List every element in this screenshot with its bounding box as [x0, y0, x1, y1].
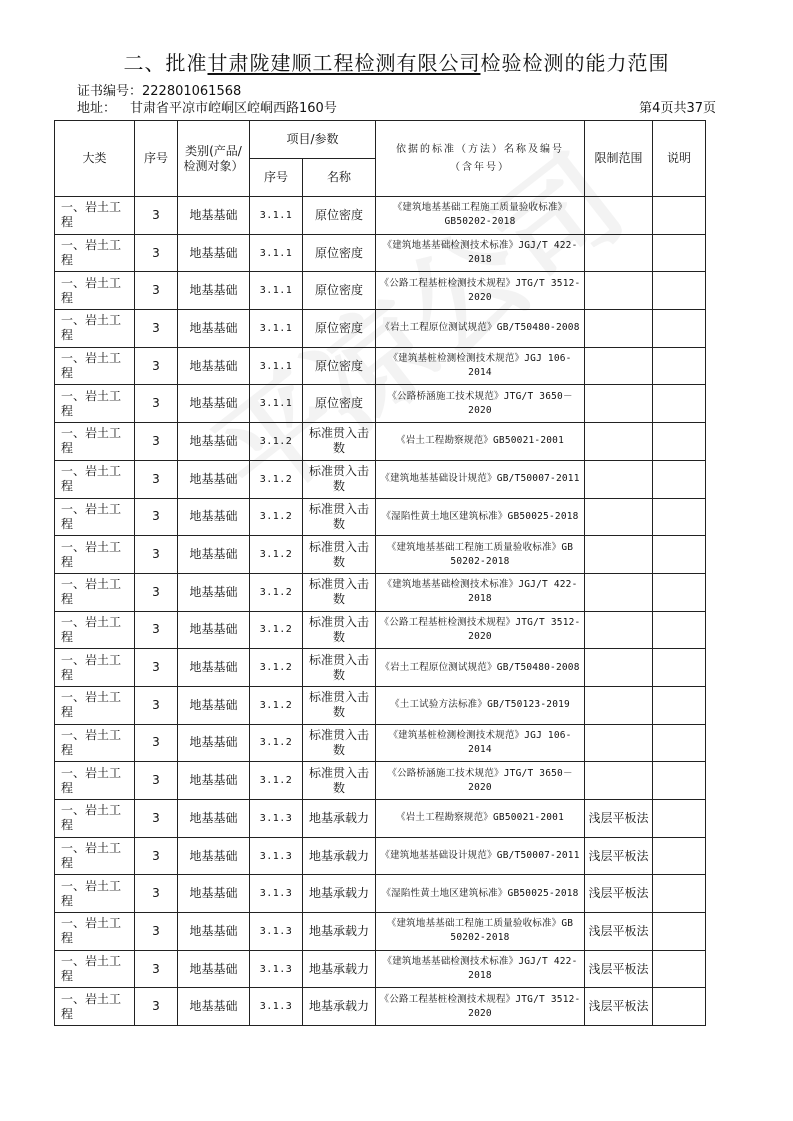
- cell-category: 一、岩土工程: [55, 573, 135, 611]
- cell-param-name: 原位密度: [303, 347, 376, 385]
- cell-param-name: 标准贯入击数: [303, 649, 376, 687]
- cell-note: [653, 611, 706, 649]
- cell-object: 地基基础: [178, 950, 250, 988]
- cell-note: [653, 573, 706, 611]
- cell-param-seq: 3.1.3: [250, 950, 303, 988]
- cell-object: 地基基础: [178, 310, 250, 348]
- cell-standard: 《土工试验方法标准》GB/T50123-2019: [376, 686, 585, 724]
- cell-limit: 浅层平板法: [585, 913, 653, 951]
- cell-seq: 3: [135, 536, 178, 574]
- cell-note: [653, 234, 706, 272]
- cell-object: 地基基础: [178, 272, 250, 310]
- table-row: [55, 234, 706, 272]
- cell-note: [653, 913, 706, 951]
- cell-seq: 3: [135, 686, 178, 724]
- title-prefix: 二、批准: [123, 51, 208, 75]
- cell-param-name: 标准贯入击数: [303, 423, 376, 461]
- cell-param-name: 标准贯入击数: [303, 498, 376, 536]
- cell-seq: 3: [135, 875, 178, 913]
- cell-note: [653, 762, 706, 800]
- cell-param-name: 标准贯入击数: [303, 686, 376, 724]
- cell-object: 地基基础: [178, 724, 250, 762]
- cell-limit: [585, 536, 653, 574]
- cell-param-name: 标准贯入击数: [303, 762, 376, 800]
- cell-param-name: 地基承载力: [303, 913, 376, 951]
- cell-standard: 《建筑地基基础设计规范》GB/T50007-2011: [376, 837, 585, 875]
- certificate-number: 222801061568: [142, 84, 242, 99]
- cell-param-name: 地基承载力: [303, 950, 376, 988]
- cell-category: 一、岩土工程: [55, 385, 135, 423]
- cell-seq: 3: [135, 310, 178, 348]
- header-param-name: 名称: [303, 159, 376, 197]
- cell-category: 一、岩土工程: [55, 234, 135, 272]
- table-row: [55, 875, 706, 913]
- cell-seq: 3: [135, 724, 178, 762]
- cell-param-seq: 3.1.2: [250, 536, 303, 574]
- cell-object: 地基基础: [178, 385, 250, 423]
- cell-standard: 《公路桥涵施工技术规范》JTG/T 3650－2020: [376, 385, 585, 423]
- cell-object: 地基基础: [178, 913, 250, 951]
- cell-standard: 《岩土工程勘察规范》GB50021-2001: [376, 800, 585, 838]
- header-standard-line1: 依据的标准（方法）名称及编号: [396, 143, 565, 155]
- cell-note: [653, 385, 706, 423]
- cell-object: 地基基础: [178, 573, 250, 611]
- table-row: [55, 686, 706, 724]
- cell-seq: 3: [135, 234, 178, 272]
- table-row: [55, 498, 706, 536]
- cell-param-seq: 3.1.1: [250, 347, 303, 385]
- cell-object: 地基基础: [178, 800, 250, 838]
- cell-param-seq: 3.1.2: [250, 611, 303, 649]
- cell-limit: [585, 385, 653, 423]
- cell-object: 地基基础: [178, 686, 250, 724]
- cell-param-name: 地基承载力: [303, 800, 376, 838]
- cell-limit: 浅层平板法: [585, 950, 653, 988]
- cell-note: [653, 875, 706, 913]
- cell-param-seq: 3.1.1: [250, 197, 303, 235]
- cell-param-seq: 3.1.3: [250, 913, 303, 951]
- cell-param-seq: 3.1.1: [250, 310, 303, 348]
- cell-category: 一、岩土工程: [55, 272, 135, 310]
- page-info: 第4页共37页: [639, 101, 716, 116]
- cell-limit: [585, 197, 653, 235]
- cell-limit: [585, 611, 653, 649]
- cell-standard: 《建筑地基基础检测技术标准》JGJ/T 422-2018: [376, 950, 585, 988]
- header-param-seq: 序号: [250, 159, 303, 197]
- cell-param-seq: 3.1.2: [250, 573, 303, 611]
- cell-limit: 浅层平板法: [585, 875, 653, 913]
- cell-param-name: 原位密度: [303, 272, 376, 310]
- cell-standard: 《岩土工程原位测试规范》GB/T50480-2008: [376, 649, 585, 687]
- cell-note: [653, 460, 706, 498]
- cell-limit: [585, 498, 653, 536]
- table-row: [55, 611, 706, 649]
- cell-category: 一、岩土工程: [55, 837, 135, 875]
- cell-category: 一、岩土工程: [55, 197, 135, 235]
- cell-standard: 《建筑地基基础工程施工质量验收标准》GB 50202-2018: [376, 536, 585, 574]
- table-row: [55, 950, 706, 988]
- cell-category: 一、岩土工程: [55, 762, 135, 800]
- cell-limit: 浅层平板法: [585, 837, 653, 875]
- cell-seq: 3: [135, 423, 178, 461]
- cell-standard: 《建筑地基基础检测技术标准》JGJ/T 422-2018: [376, 234, 585, 272]
- cell-seq: 3: [135, 385, 178, 423]
- cell-category: 一、岩土工程: [55, 724, 135, 762]
- cell-seq: 3: [135, 950, 178, 988]
- address-line: [77, 97, 337, 116]
- cell-note: [653, 347, 706, 385]
- cell-object: 地基基础: [178, 536, 250, 574]
- cell-limit: 浅层平板法: [585, 988, 653, 1026]
- cell-note: [653, 686, 706, 724]
- cell-limit: [585, 347, 653, 385]
- cell-category: 一、岩土工程: [55, 347, 135, 385]
- cell-seq: 3: [135, 913, 178, 951]
- cell-object: 地基基础: [178, 197, 250, 235]
- title-suffix: 检验检测的能力范围: [480, 51, 670, 75]
- address-label: 地址：: [77, 101, 117, 116]
- cell-standard: 《建筑地基基础检测技术标准》JGJ/T 422-2018: [376, 573, 585, 611]
- cell-param-name: 标准贯入击数: [303, 724, 376, 762]
- cell-param-seq: 3.1.3: [250, 875, 303, 913]
- cell-standard: 《岩土工程勘察规范》GB50021-2001: [376, 423, 585, 461]
- table-row: [55, 837, 706, 875]
- cell-seq: 3: [135, 800, 178, 838]
- cell-param-name: 标准贯入击数: [303, 460, 376, 498]
- cell-standard: 《公路工程基桩检测技术规程》JTG/T 3512-2020: [376, 988, 585, 1026]
- cell-param-seq: 3.1.1: [250, 385, 303, 423]
- table-row: [55, 762, 706, 800]
- header-note: 说明: [653, 121, 706, 197]
- header-product: 类别(产品/检测对象）: [178, 121, 250, 197]
- cell-param-seq: 3.1.1: [250, 234, 303, 272]
- cell-object: 地基基础: [178, 837, 250, 875]
- table-row: [55, 272, 706, 310]
- cell-param-seq: 3.1.3: [250, 800, 303, 838]
- cell-standard: 《湿陷性黄土地区建筑标准》GB50025-2018: [376, 875, 585, 913]
- cell-param-seq: 3.1.2: [250, 649, 303, 687]
- header-param-group: 项目/参数: [250, 121, 376, 159]
- cell-category: 一、岩土工程: [55, 498, 135, 536]
- capability-table: [54, 120, 706, 1026]
- cell-param-seq: 3.1.2: [250, 762, 303, 800]
- cell-param-name: 标准贯入击数: [303, 611, 376, 649]
- table-row: [55, 460, 706, 498]
- cell-standard: 《湿陷性黄土地区建筑标准》GB50025-2018: [376, 498, 585, 536]
- cell-param-name: 原位密度: [303, 385, 376, 423]
- cell-seq: 3: [135, 837, 178, 875]
- cell-standard: 《建筑基桩检测检测技术规范》JGJ 106-2014: [376, 724, 585, 762]
- cell-limit: [585, 423, 653, 461]
- table-row: [55, 385, 706, 423]
- cell-standard: 《建筑基桩检测检测技术规范》JGJ 106-2014: [376, 347, 585, 385]
- cell-param-seq: 3.1.2: [250, 423, 303, 461]
- cell-seq: 3: [135, 498, 178, 536]
- cell-limit: [585, 762, 653, 800]
- cell-category: 一、岩土工程: [55, 988, 135, 1026]
- cell-category: 一、岩土工程: [55, 460, 135, 498]
- cell-param-name: 原位密度: [303, 310, 376, 348]
- cell-param-name: 标准贯入击数: [303, 536, 376, 574]
- cell-object: 地基基础: [178, 611, 250, 649]
- cell-note: [653, 197, 706, 235]
- table-row: [55, 724, 706, 762]
- cell-note: [653, 724, 706, 762]
- table-row: [55, 310, 706, 348]
- cell-seq: 3: [135, 347, 178, 385]
- cell-note: [653, 498, 706, 536]
- table-row: [55, 913, 706, 951]
- cell-param-seq: 3.1.2: [250, 498, 303, 536]
- cell-note: [653, 649, 706, 687]
- cell-standard: 《公路桥涵施工技术规范》JTG/T 3650－2020: [376, 762, 585, 800]
- table-row: [55, 573, 706, 611]
- table-row: [55, 649, 706, 687]
- certificate-label: 证书编号：: [77, 84, 143, 99]
- header-limit: 限制范围: [585, 121, 653, 197]
- cell-object: 地基基础: [178, 762, 250, 800]
- cell-seq: 3: [135, 460, 178, 498]
- cell-param-name: 标准贯入击数: [303, 573, 376, 611]
- cell-note: [653, 310, 706, 348]
- cell-param-seq: 3.1.3: [250, 988, 303, 1026]
- cell-limit: [585, 649, 653, 687]
- cell-category: 一、岩土工程: [55, 950, 135, 988]
- header-seq: 序号: [135, 121, 178, 197]
- cell-param-seq: 3.1.3: [250, 837, 303, 875]
- cell-standard: 《建筑地基基础设计规范》GB/T50007-2011: [376, 460, 585, 498]
- cell-limit: [585, 686, 653, 724]
- cell-param-name: 原位密度: [303, 197, 376, 235]
- cell-object: 地基基础: [178, 649, 250, 687]
- cell-standard: 《建筑地基基础工程施工质量验收标准》GB50202-2018: [376, 197, 585, 235]
- header-standard-line2: （含年号）: [450, 161, 511, 173]
- table-row: [55, 988, 706, 1026]
- cell-object: 地基基础: [178, 875, 250, 913]
- cell-object: 地基基础: [178, 498, 250, 536]
- cell-standard: 《公路工程基桩检测技术规程》JTG/T 3512-2020: [376, 611, 585, 649]
- cell-seq: 3: [135, 197, 178, 235]
- cell-standard: 《公路工程基桩检测技术规程》JTG/T 3512-2020: [376, 272, 585, 310]
- page-title: [0, 47, 793, 76]
- cell-category: 一、岩土工程: [55, 423, 135, 461]
- cell-category: 一、岩土工程: [55, 649, 135, 687]
- address-value: 甘肃省平凉市崆峒区崆峒西路160号: [130, 101, 337, 116]
- cell-note: [653, 423, 706, 461]
- cell-limit: [585, 310, 653, 348]
- cell-seq: 3: [135, 272, 178, 310]
- cell-object: 地基基础: [178, 347, 250, 385]
- cell-seq: 3: [135, 988, 178, 1026]
- cell-seq: 3: [135, 573, 178, 611]
- cell-param-name: 地基承载力: [303, 837, 376, 875]
- cell-object: 地基基础: [178, 423, 250, 461]
- cell-limit: [585, 272, 653, 310]
- table-row: [55, 800, 706, 838]
- cell-seq: 3: [135, 649, 178, 687]
- table-row: [55, 197, 706, 235]
- cell-param-seq: 3.1.2: [250, 686, 303, 724]
- cell-limit: [585, 460, 653, 498]
- cell-category: 一、岩土工程: [55, 611, 135, 649]
- cell-seq: 3: [135, 611, 178, 649]
- header-standard: [376, 121, 585, 197]
- cell-note: [653, 950, 706, 988]
- cell-standard: 《建筑地基基础工程施工质量验收标准》GB 50202-2018: [376, 913, 585, 951]
- cell-param-name: 地基承载力: [303, 875, 376, 913]
- title-company: 甘肃陇建顺工程检测有限公司: [207, 51, 481, 75]
- cell-limit: [585, 234, 653, 272]
- table-row: [55, 347, 706, 385]
- cell-object: 地基基础: [178, 234, 250, 272]
- cell-param-name: 原位密度: [303, 234, 376, 272]
- cell-category: 一、岩土工程: [55, 536, 135, 574]
- cell-standard: 《岩土工程原位测试规范》GB/T50480-2008: [376, 310, 585, 348]
- cell-category: 一、岩土工程: [55, 875, 135, 913]
- cell-note: [653, 837, 706, 875]
- cell-limit: [585, 573, 653, 611]
- cell-note: [653, 272, 706, 310]
- cell-note: [653, 988, 706, 1026]
- cell-note: [653, 800, 706, 838]
- cell-param-seq: 3.1.2: [250, 460, 303, 498]
- cell-object: 地基基础: [178, 988, 250, 1026]
- table-row: [55, 423, 706, 461]
- cell-limit: 浅层平板法: [585, 800, 653, 838]
- cell-param-seq: 3.1.2: [250, 724, 303, 762]
- cell-category: 一、岩土工程: [55, 800, 135, 838]
- cell-limit: [585, 724, 653, 762]
- cell-category: 一、岩土工程: [55, 310, 135, 348]
- cell-note: [653, 536, 706, 574]
- cell-object: 地基基础: [178, 460, 250, 498]
- cell-param-name: 地基承载力: [303, 988, 376, 1026]
- table-row: [55, 536, 706, 574]
- cell-category: 一、岩土工程: [55, 913, 135, 951]
- header-category: 大类: [55, 121, 135, 197]
- cell-seq: 3: [135, 762, 178, 800]
- cell-param-seq: 3.1.1: [250, 272, 303, 310]
- cell-category: 一、岩土工程: [55, 686, 135, 724]
